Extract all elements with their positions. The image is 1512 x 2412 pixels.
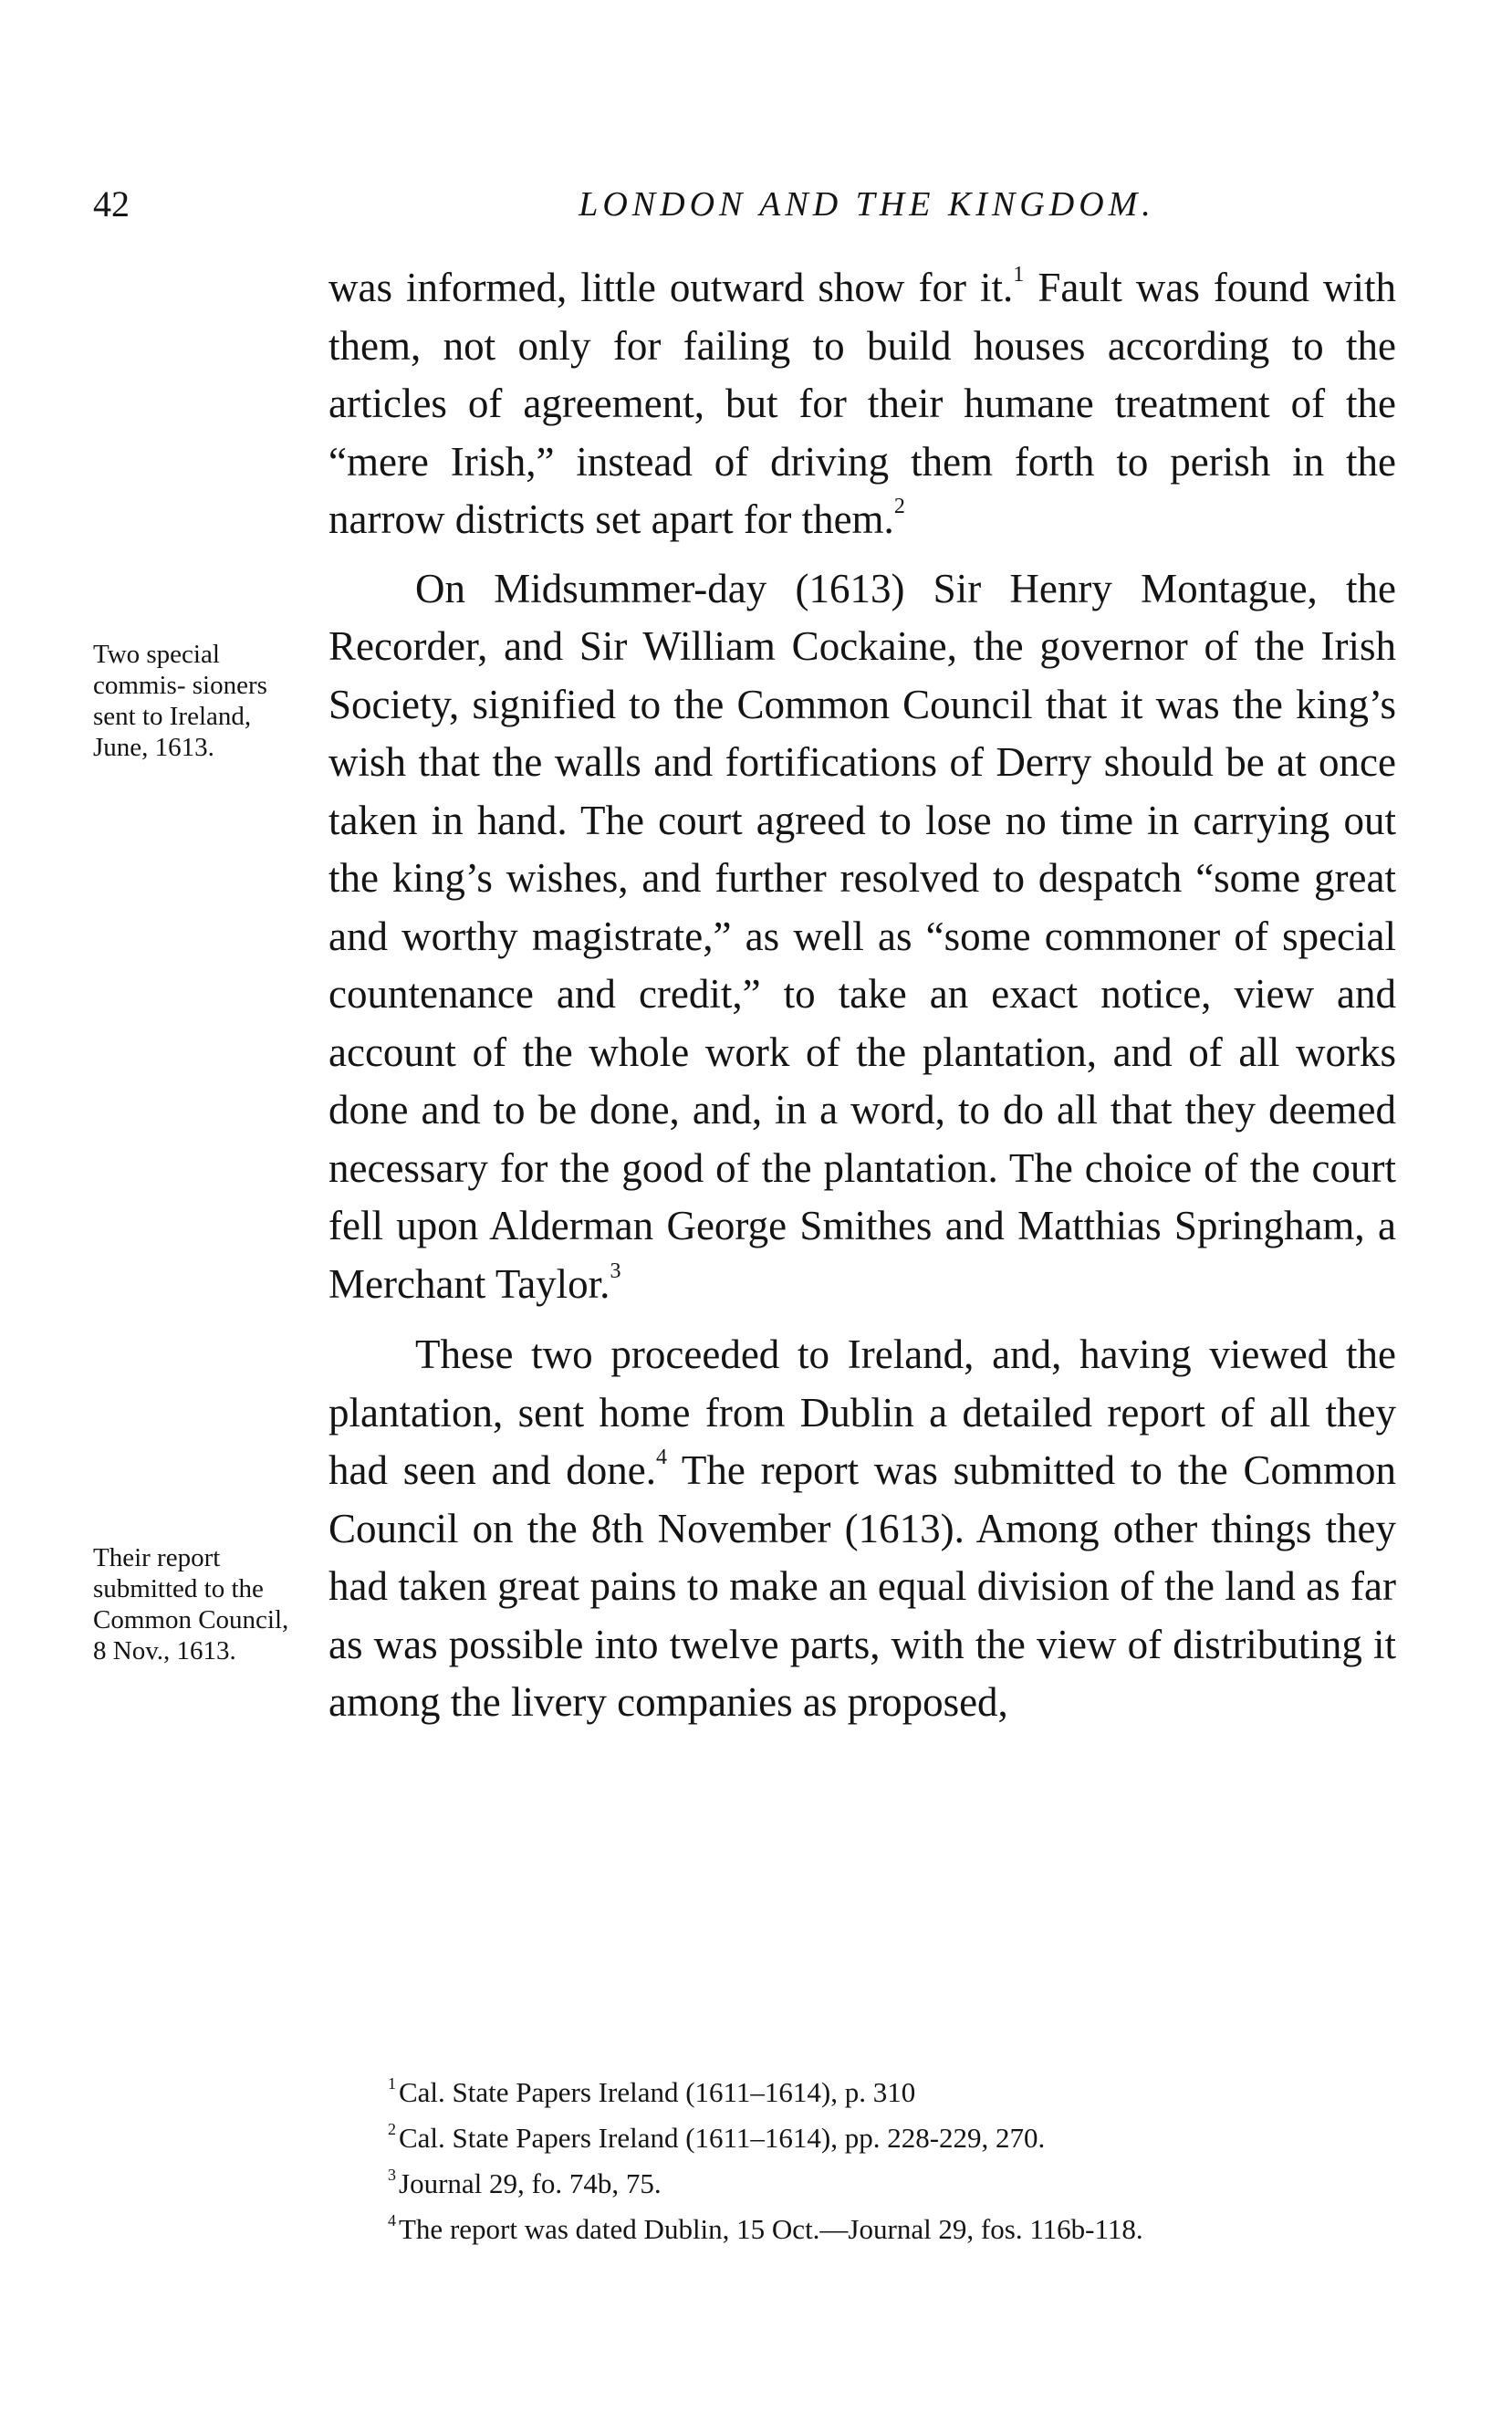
- body-text: [328, 259, 1396, 1732]
- paragraph-2-text: On Midsummer-day (1613) Sir Henry Montague, the Recorder, and Sir William Cockaine, the governor of the Irish Society, signified to the Common Council that it was the king’s wish that the walls and fortifications of Derry should be at once taken in hand. The court agreed to lose no time in carrying out the king’s wishes, and further resolved to despatch “some great and worthy magistrate,” as well as “some commoner of special countenance and credit,” to take an exact notice, view and account of the whole work of the plantation, and of all works done and to be done, and, in a word, to do all that they deemed necessary for the good of the plantation. The choice of the court fell upon Alderman George Smithes and Matthias Springham, a Merchant Taylor.: [328, 565, 1396, 1307]
- footnote-text: Cal. State Papers Ireland (1611–1614), p. 310: [399, 2076, 916, 2108]
- paragraph-1-text-b: Fault was found with them, not only for failing to build houses according to the articles of agreement, but for their humane treatment of the “mere Irish,” instead of driving them forth to perish in the narrow districts set apart for them.: [328, 265, 1396, 542]
- footnotes: [388, 2070, 1410, 2252]
- footnote-2: [388, 2115, 1410, 2161]
- page-number: 42: [93, 183, 130, 224]
- paragraph-2: [328, 560, 1396, 1314]
- paragraph-3-text-a: These two proceeded to Ireland, and, having viewed the plantation, sent home from Dublin a detailed report of all they had seen and done.: [328, 1331, 1396, 1493]
- footnote-1: [388, 2070, 1410, 2115]
- footnote-mark: 2: [388, 2120, 396, 2138]
- margin-note-report: Their report submitted to the Common Council, 8 Nov., 1613.: [93, 1543, 289, 1665]
- footnote-ref-4: 4: [655, 1446, 667, 1469]
- paragraph-3-text-b: The report was submitted to the Common Council on the 8th November (1613). Among other things they had taken great pains to make an equal division of the land as far as was possible into twelve parts, with the view of distributing it among the livery companies as proposed,: [328, 1447, 1396, 1725]
- footnote-ref-2: 2: [893, 495, 905, 518]
- footnote-text: Cal. State Papers Ireland (1611–1614), pp. 228-229, 270.: [399, 2122, 1046, 2154]
- footnote-mark: 1: [388, 2074, 396, 2093]
- footnote-ref-1: 1: [1013, 263, 1025, 287]
- footnote-4: [388, 2207, 1410, 2252]
- margin-note-commissioners: Two special commis- sioners sent to Ireland, June, 1613.: [93, 640, 267, 762]
- footnote-text: The report was dated Dublin, 15 Oct.—Journal 29, fos. 116b-118.: [399, 2213, 1143, 2245]
- footnote-text: Journal 29, fo. 74b, 75.: [399, 2167, 662, 2199]
- running-head: LONDON AND THE KINGDOM.: [579, 185, 1155, 224]
- paragraph-1-text-a: was informed, little outward show for it.: [328, 265, 1014, 310]
- footnote-3: [388, 2161, 1410, 2207]
- footnote-ref-3: 3: [610, 1258, 621, 1283]
- footnote-mark: 4: [388, 2211, 396, 2229]
- footnote-mark: 3: [388, 2166, 396, 2184]
- paragraph-1: [328, 259, 1396, 549]
- paragraph-3: [328, 1326, 1396, 1732]
